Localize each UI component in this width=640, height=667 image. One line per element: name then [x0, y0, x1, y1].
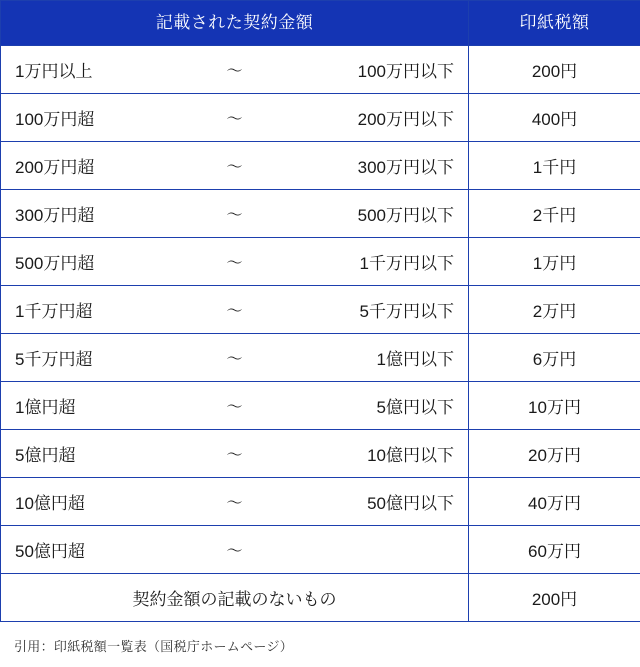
- table-row: [1, 238, 640, 286]
- amount-cell: 1千円: [469, 142, 640, 190]
- range-to: 300万円以下: [357, 158, 454, 177]
- amount-cell: 400円: [469, 94, 640, 142]
- range-from: 50億円超: [15, 542, 85, 561]
- table-row: [1, 382, 640, 430]
- no-amount-label: 契約金額の記載のないもの: [1, 574, 469, 622]
- range-tilde: 〜: [226, 159, 243, 176]
- table-row: [1, 190, 640, 238]
- range-to: 1千万円以下: [359, 254, 454, 273]
- range-to: 100万円以下: [357, 62, 454, 81]
- range-cell: [1, 94, 469, 142]
- amount-cell: 20万円: [469, 430, 640, 478]
- range-cell: [1, 142, 469, 190]
- range-tilde: 〜: [226, 63, 243, 80]
- range-tilde: 〜: [226, 447, 243, 464]
- range-cell: [1, 190, 469, 238]
- range-from: 5千万円超: [15, 350, 93, 369]
- range-from: 1億円超: [15, 398, 76, 417]
- range-cell: [1, 430, 469, 478]
- range-tilde: 〜: [226, 399, 243, 416]
- range-tilde: 〜: [226, 543, 243, 560]
- range-tilde: 〜: [226, 207, 243, 224]
- table-row: [1, 94, 640, 142]
- range-from: 1千万円超: [15, 302, 93, 321]
- range-from: 10億円超: [15, 494, 85, 513]
- range-cell: [1, 46, 469, 94]
- range-to: 500万円以下: [357, 206, 454, 225]
- table-row: [1, 46, 640, 94]
- amount-cell: 2万円: [469, 286, 640, 334]
- range-tilde: 〜: [226, 351, 243, 368]
- range-to: 5千万円以下: [359, 302, 454, 321]
- range-cell: [1, 238, 469, 286]
- range-to: 1億円以下: [376, 350, 454, 369]
- column-header-contract-amount: 記載された契約金額: [1, 1, 469, 46]
- range-to: 5億円以下: [376, 398, 454, 417]
- table-row: [1, 286, 640, 334]
- range-cell: [1, 526, 469, 574]
- range-tilde: 〜: [226, 303, 243, 320]
- table-row: [1, 142, 640, 190]
- source-caption: 引用：印紙税額一覧表（国税庁ホームページ）: [14, 639, 294, 654]
- amount-cell: 60万円: [469, 526, 640, 574]
- column-header-stamp-tax: 印紙税額: [469, 1, 640, 46]
- amount-cell: 6万円: [469, 334, 640, 382]
- range-from: 100万円超: [15, 110, 95, 129]
- amount-cell: 40万円: [469, 478, 640, 526]
- range-tilde: 〜: [226, 495, 243, 512]
- table-row-no-amount: [1, 574, 640, 622]
- table-header-row: [1, 1, 640, 46]
- table-header: [1, 1, 640, 46]
- range-to: 50億円以下: [367, 494, 454, 513]
- range-cell: [1, 334, 469, 382]
- table-body: [1, 46, 640, 622]
- range-from: 500万円超: [15, 254, 95, 273]
- table-row: [1, 334, 640, 382]
- amount-cell: 2千円: [469, 190, 640, 238]
- range-cell: [1, 286, 469, 334]
- range-from: 1万円以上: [15, 62, 93, 81]
- range-from: 5億円超: [15, 446, 76, 465]
- table-row: [1, 430, 640, 478]
- amount-cell: 200円: [469, 46, 640, 94]
- range-to: 200万円以下: [357, 110, 454, 129]
- amount-cell: 10万円: [469, 382, 640, 430]
- range-from: 200万円超: [15, 158, 95, 177]
- range-cell: [1, 478, 469, 526]
- range-from: 300万円超: [15, 206, 95, 225]
- range-tilde: 〜: [226, 111, 243, 128]
- range-cell: [1, 382, 469, 430]
- range-tilde: 〜: [226, 255, 243, 272]
- range-to: 10億円以下: [367, 446, 454, 465]
- table-row: [1, 478, 640, 526]
- table-row: [1, 526, 640, 574]
- amount-cell: 1万円: [469, 238, 640, 286]
- amount-cell: 200円: [469, 574, 640, 622]
